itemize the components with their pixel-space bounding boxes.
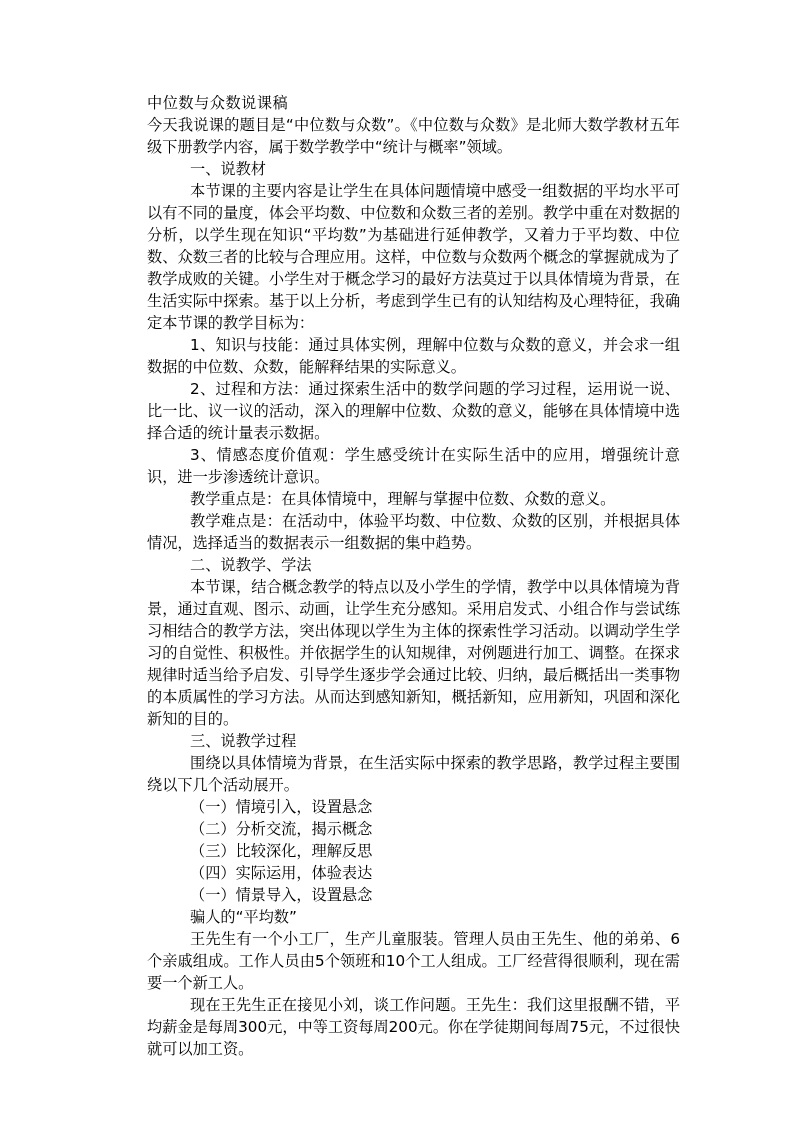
activity-item: （一）情境引入，设置悬念 xyxy=(190,798,373,816)
key-point-paragraph: 教学重点是：在具体情境中，理解与掌握中位数、众数的意义。 xyxy=(190,490,616,508)
goal-knowledge-skills: 1、知识与技能：通过具体实例，理解中位数与众数的意义，并会求一组数据的中位数、众数，能解释结果的实际意义。 xyxy=(147,336,680,376)
activity-item: （二）分析交流，揭示概念 xyxy=(190,820,373,838)
difficult-point-paragraph: 教学难点是：在活动中，体验平均数、中位数、众数的区别，并根据具体情况，选择适当的数据表示一组数据的集中趋势。 xyxy=(147,512,680,552)
goal-emotion-attitude: 3、情感态度价值观：学生感受统计在实际生活中的应用，增强统计意识，进一步渗透统计意识。 xyxy=(147,446,680,486)
activity-item: （四）实际运用，体验表达 xyxy=(190,864,373,882)
scenario-subheading: （一）情景导入，设置悬念 xyxy=(190,886,373,904)
story-paragraph: 王先生有一个小工厂，生产儿童服装。管理人员由王先生、他的弟弟、6个亲戚组成。工作人员由5个领班和10个工人组成。工厂经营得很顺利，现在需要一个新工人。 xyxy=(147,930,680,992)
document-title: 中位数与众数说课稿 xyxy=(147,94,289,112)
process-paragraph: 围绕以具体情境为背景，在生活实际中探索的教学思路，教学过程主要围绕以下几个活动展开。 xyxy=(147,754,680,794)
methods-paragraph: 本节课，结合概念教学的特点以及小学生的学情，教学中以具体情境为背景，通过直观、图示、动画，让学生充分感知。采用启发式、小组合作与尝试练习相结合的教学方法，突出体现以学生为主体的探索性学习活动。以调动学生学习的自觉性、积极性。并依据学生的认知规律，对例题进行加工、调整。在探求规律时适当给予启发、引导学生逐步学会通过比较、归纳，最后概括出一类事物的本质属性的学习方法。从而达到感知新知，概括新知，应用新知，巩固和深化新知的目的。 xyxy=(147,578,680,728)
intro-paragraph: 今天我说课的题目是“中位数与众数”。《中位数与众数》是北师大数学教材五年级下册教学内容，属于数学教学中“统计与概率”领域。 xyxy=(147,116,680,156)
activity-item: （三）比较深化，理解反思 xyxy=(190,842,373,860)
story-title: 骗人的“平均数” xyxy=(190,908,297,926)
story-paragraph: 现在王先生正在接见小刘，谈工作问题。王先生：我们这里报酬不错，平均薪金是每周300元，中等工资每周200元。你在学徒期间每周75元，不过很快就可以加工资。 xyxy=(147,996,680,1058)
section-heading-process: 三、说教学过程 xyxy=(190,732,297,750)
document-body xyxy=(147,92,680,1060)
section-heading-teaching-material: 一、说教材 xyxy=(190,160,266,178)
section-heading-methods: 二、说教学、学法 xyxy=(190,556,312,574)
goal-process-method: 2、过程和方法：通过探索生活中的数学问题的学习过程，运用说一说、比一比、议一议的活动，深入的理解中位数、众数的意义，能够在具体情境中选择合适的统计量表示数据。 xyxy=(147,380,680,442)
teaching-material-paragraph: 本节课的主要内容是让学生在具体问题情境中感受一组数据的平均水平可以有不同的量度，体会平均数、中位数和众数三者的差别。教学中重在对数据的分析，以学生现在知识“平均数”为基础进行延伸教学，又着力于平均数、中位数、众数三者的比较与合理应用。这样，中位数与众数两个概念的掌握就成为了教学成败的关键。小学生对于概念学习的最好方法莫过于以具体情境为背景，在生活实际中探索。基于以上分析，考虑到学生已有的认知结构及心理特征，我确定本节课的教学目标为： xyxy=(147,182,680,332)
